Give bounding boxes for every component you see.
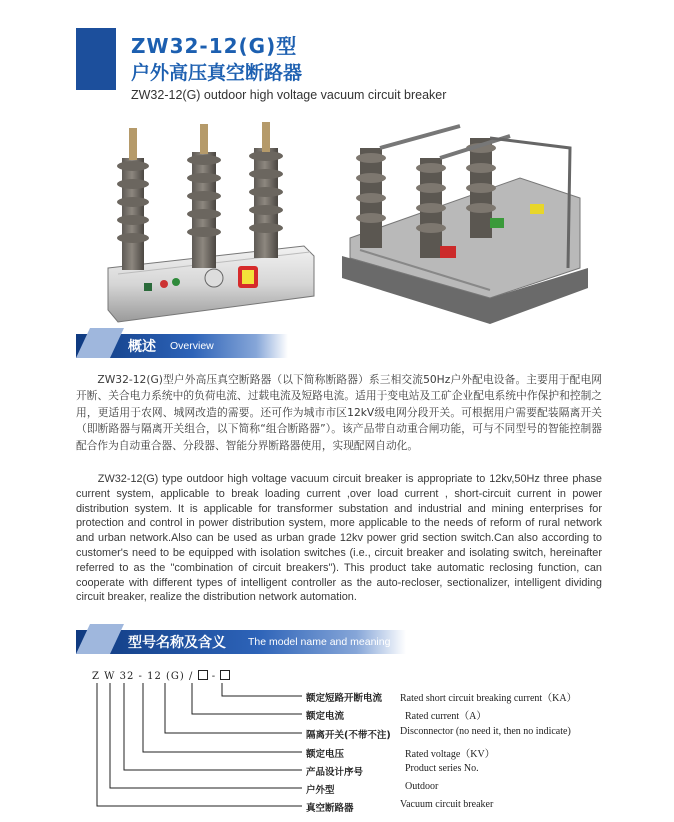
- code-voltage: 12: [147, 671, 162, 682]
- code-breaking-box: [220, 670, 230, 680]
- model-heading-en: The model name and meaning: [248, 636, 391, 648]
- label-vacuum-breaker-en: Vacuum circuit breaker: [400, 799, 494, 810]
- model-code: [92, 670, 230, 682]
- label-series-en: Product series No.: [405, 763, 479, 774]
- overview-heading-en: Overview: [170, 340, 214, 352]
- code-g: (G): [166, 671, 185, 682]
- code-series: 32: [119, 671, 135, 682]
- label-rated-voltage-en: Rated voltage（KV）: [405, 749, 495, 760]
- label-disconnector-cn: 隔离开关(不带不注): [306, 730, 391, 741]
- label-breaking-current-en: Rated short circuit breaking current（KA）: [400, 693, 577, 704]
- label-disconnector-en: Disconnector (no need it, then no indicate): [400, 726, 571, 737]
- product-title-en: ZW32-12(G) outdoor high voltage vacuum circuit breaker: [131, 88, 447, 102]
- code-dash: -: [138, 671, 143, 682]
- code-w: W: [104, 671, 116, 682]
- overview-heading-cn: 概述: [128, 339, 156, 355]
- label-series-cn: 产品设计序号: [306, 767, 364, 778]
- code-dash-2: -: [211, 671, 217, 682]
- label-breaking-current-cn: 额定短路开断电流: [306, 693, 383, 704]
- label-rated-voltage-cn: 额定电压: [306, 749, 345, 760]
- product-title-cn: 户外高压真空断路器: [131, 62, 303, 84]
- label-outdoor-cn: 户外型: [306, 785, 335, 796]
- overview-paragraph-cn: ZW32-12(G)型户外高压真空断路器（以下简称断路器）系三相交流50Hz户外配电设备。主要用于配电网开断、关合电力系统中的负荷电流、过载电流及短路电流。适用于变电站及工矿企业配电系统中作保护和控制之用，更适用于农网、城网改造的需要。还可作为城市市区12kV级电网分段开关。可根据用户需要配装隔离开关（即断路器与隔离开关组合，以下简称“组合断路器”）。该产品带自动重合闸功能，可与不同型号的智能控制器配合作为自动重合器、分段器、智能分界断路器使用，实现配网自动化。: [76, 373, 602, 452]
- label-rated-current-en: Rated current（A）: [405, 711, 487, 722]
- code-slash: /: [189, 671, 194, 682]
- overview-paragraph-en: ZW32-12(G) type outdoor high voltage vacuum circuit breaker is appropriate to 12kv,50Hz three phase current system, applicable to break loading current ,over load current , short-circuit current in power distribution system. It is applicable for transformer substation and industrial and mining enterprises for protection and control in power distribution system, more applicable to the needs of reform of rural network and urban network.Also can be used as urban grade 12kv power grid section switch.Can also according to customer's need to be equipped with isolation switches (i.e., circuit breaker and isolating switch, hereinafter referred to as the "combination of circuit breakers"). This product take automatic reclosing function, can cooperate with different types of intelligent controller as the auto-recloser, sectionalizer, intelligent dividing circuit breaker, realize the distribution network automation.: [76, 473, 602, 604]
- label-vacuum-breaker-cn: 真空断路器: [306, 803, 354, 814]
- code-current-box: [198, 670, 208, 680]
- label-outdoor-en: Outdoor: [405, 781, 439, 792]
- code-z: Z: [92, 671, 100, 682]
- model-title: ZW32-12(G)型: [131, 34, 298, 58]
- label-rated-current-cn: 额定电流: [306, 711, 345, 722]
- model-heading-cn: 型号名称及含义: [128, 635, 226, 651]
